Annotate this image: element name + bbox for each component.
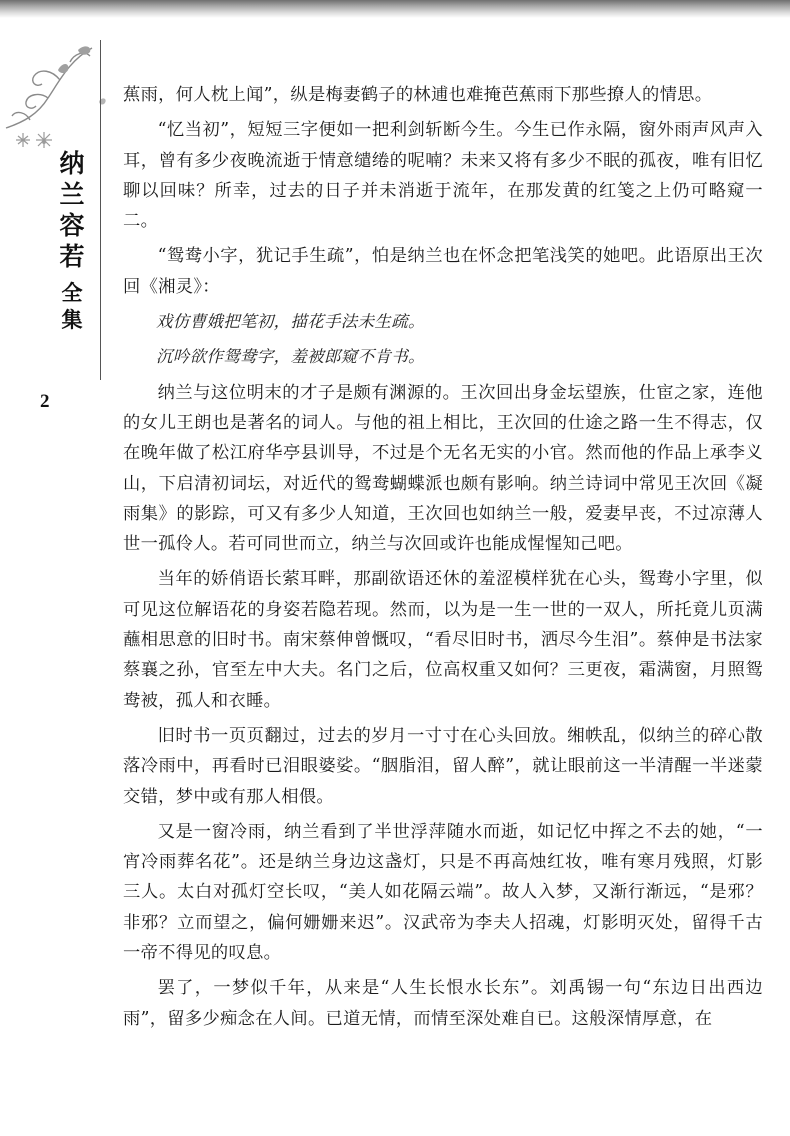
floral-ornament-icon xyxy=(0,40,110,150)
paragraph: 又是一窗冷雨，纳兰看到了半世浮萍随水而逝，如记忆中挥之不去的她，“一宵冷雨葬名花”。还是纳兰身边这盏灯，只是不再高烛红妆，唯有寒月残照，灯影三人。太白对孤灯空长叹，“美人如花隔云端”。故人入梦，又渐行渐远，“是邪？非邪？立而望之，偏何姗姗来迟”。汉武帝为李夫人招魂，灯影明灭处，留得千古一帝不得见的叹息。 xyxy=(123,821,763,964)
paragraph: 旧时书一页页翻过，过去的岁月一寸寸在心头回放。缃帙乱，似纳兰的碎心散落冷雨中，再看时已泪眼婆娑。“胭脂泪，留人醉”，就让眼前这一半清醒一半迷蒙交错，梦中或有那人相偎。 xyxy=(123,725,763,807)
top-edge-shadow xyxy=(0,0,790,18)
series-subtitle: 全集 xyxy=(61,281,83,332)
paragraph: 蕉雨，何人枕上闻”，纵是梅妻鹤子的林逋也难掩芭蕉雨下那些撩人的情思。 xyxy=(123,85,713,105)
paragraph: 罢了，一梦似千年，从来是“人生长恨水长东”。刘禹锡一句“东边日出西边雨”，留多少痴念在人间。已道无情，而情至深处难自已。这般深情厚意，在 xyxy=(123,978,763,1029)
poem-line: 沉吟欲作鸳鸯字，羞被郎窥不肯书。 xyxy=(156,347,425,367)
sidebar-divider xyxy=(100,40,101,380)
paragraph: “忆当初”，短短三字便如一把利剑斩断今生。今生已作永隔，窗外雨声风声入耳，曾有多少夜晚流逝于情意缱绻的呢喃？未来又将有多少不眠的孤夜，唯有旧忆聊以回味？所幸，过去的日子并未消逝于流年，在那发黄的红笺之上仍可略窥一二。 xyxy=(123,120,763,232)
poem-line: 戏仿曹娥把笔初，描花手法未生疏。 xyxy=(156,312,425,332)
text-body xyxy=(123,80,763,1034)
series-title: 纳兰容若 xyxy=(59,149,85,271)
paragraph: “鸳鸯小字，犹记手生疏”，怕是纳兰也在怀念把笔浅笑的她吧。此语原出王次回《湘灵》： xyxy=(123,246,763,297)
paragraph: 当年的娇俏语长萦耳畔，那副欲语还休的羞涩模样犹在心头，鸳鸯小字里，似可见这位解语花的身姿若隐若现。然而，以为是一生一世的一双人，所托竟儿页满蘸相思意的旧时书。南宋蔡伸曾慨叹，“看尽旧时书，洒尽今生泪”。蔡伸是书法家蔡襄之孙，官至左中大夫。名门之后，位高权重又如何？三更夜，霜满窗，月照鸳鸯被，孤人和衣睡。 xyxy=(123,569,763,711)
page-number: 2 xyxy=(40,391,50,412)
paragraph: 纳兰与这位明末的才子是颇有渊源的。王次回出身金坛望族，仕宦之家，连他的女儿王朗也是著名的词人。与他的祖上相比，王次回的仕途之路一生不得志，仅在晚年做了松江府华亭县训导，不过是个无名无实的小官。然而他的作品上承李义山，下启清初词坛，对近代的鸳鸯蝴蝶派也颇有影响。纳兰诗词中常见王次回《凝雨集》的影踪，可又有多少人知道，王次回也如纳兰一般，爱妻早丧，不过凉薄人世一孤伶人。若可同世而立，纳兰与次回或许也能成惺惺知己吧。 xyxy=(123,382,763,555)
